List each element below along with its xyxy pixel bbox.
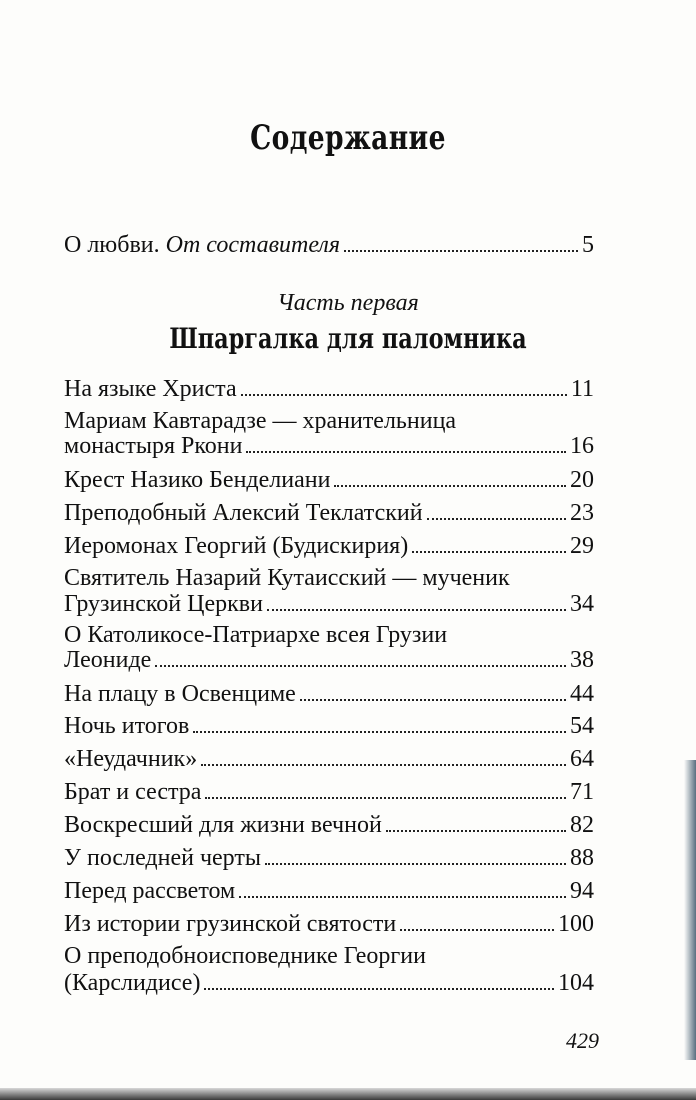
toc-entry-label: Ночь итогов [64,713,190,739]
toc-page-number: 23 [570,500,594,526]
toc-entry [64,431,594,461]
scan-edge-shadow [684,760,696,1060]
toc-entry [64,744,594,774]
leader-dots [246,451,566,453]
toc-entry-label: У последней черты [64,845,261,871]
toc-entry-label: Преподобный Алексий Теклатский [64,500,423,526]
page-number-footer: 429 [566,1028,599,1053]
toc-entry [64,498,594,528]
leader-dots [386,830,566,832]
toc-page-number: 64 [570,746,594,772]
toc-entry [64,876,594,906]
toc-intro-row [64,230,594,260]
leader-dots [334,485,566,487]
leader-dots [204,988,554,990]
toc-page-number: 38 [570,647,594,673]
toc-entry [64,374,594,404]
toc-entry-label: Брат и сестра [64,779,202,805]
scan-bottom-edge [0,1088,696,1100]
toc-entry-label: Воскресший для жизни вечной [64,812,382,838]
toc-entry-line1: Святитель Назарий Кутаисский — мученик [64,565,510,591]
toc-entry [64,909,594,939]
leader-dots [267,609,566,611]
leader-dots [265,863,566,865]
part-title: Шпаргалка для паломника [169,322,527,355]
leader-dots [241,394,567,396]
intro-label-italic: От составителя [165,232,341,258]
toc-page-number: 82 [570,812,594,838]
leader-dots [239,896,566,898]
toc-entry-label: (Карслидисе) [64,970,201,996]
toc-page-number: 29 [570,533,594,559]
toc-page-number: 11 [570,376,594,402]
toc-entry-line1: О преподобноисповеднике Георгии [64,943,426,969]
leader-dots [400,929,554,931]
leader-dots [193,731,566,733]
toc-page-number: 94 [570,878,594,904]
toc-intro-label [64,230,340,260]
toc-page-number: 20 [570,467,594,493]
toc-entry [64,645,594,675]
leader-dots [412,551,566,553]
toc-page-number: 71 [570,779,594,805]
intro-label-plain: О любви. [64,232,166,258]
leader-dots [205,797,566,799]
toc-entry-label: Леониде [64,647,152,673]
toc-page-number: 54 [570,713,594,739]
toc-entry [64,531,594,561]
toc-entry-label: Грузинской Церкви [64,591,263,617]
toc-entry [64,465,594,495]
toc-entry [64,968,594,998]
leader-dots [201,764,566,766]
toc-page-number: 5 [582,232,594,258]
toc-entry [64,679,594,709]
toc-entry-label: На плацу в Освенциме [64,681,296,707]
page-title: Содержание [250,118,446,158]
leader-dots [427,518,566,520]
toc-entry-line1: Мариам Кавтарадзе — хранительница [64,408,457,434]
leader-dots [155,665,566,667]
toc-entry-label: монастыря Ркони [64,433,243,459]
toc-entry-label: На языке Христа [64,376,237,402]
toc-page-number: 34 [570,591,594,617]
leader-dots [344,250,578,252]
toc-entry-label: «Неудачник» [64,746,198,772]
toc-entry [64,777,594,807]
toc-entry [64,810,594,840]
toc-entry-label: Иеромонах Георгий (Будискирия) [64,533,409,559]
toc-entry [64,589,594,619]
toc-entry [64,843,594,873]
toc-entry [64,711,594,741]
toc-page-number: 104 [558,970,594,996]
toc-page-number: 100 [558,911,594,937]
part-label: Часть первая [277,290,419,316]
toc-entry-label: Из истории грузинской святости [64,911,397,937]
leader-dots [300,699,566,701]
toc-page-number: 16 [570,433,594,459]
toc-entry-label: Крест Назико Бенделиани [64,467,331,493]
toc-page-number: 88 [570,845,594,871]
toc-entry-line1: О Католикосе-Патриархе всея Грузии [64,622,448,648]
toc-page-number: 44 [570,681,594,707]
toc-entry-label: Перед рассветом [64,878,236,904]
